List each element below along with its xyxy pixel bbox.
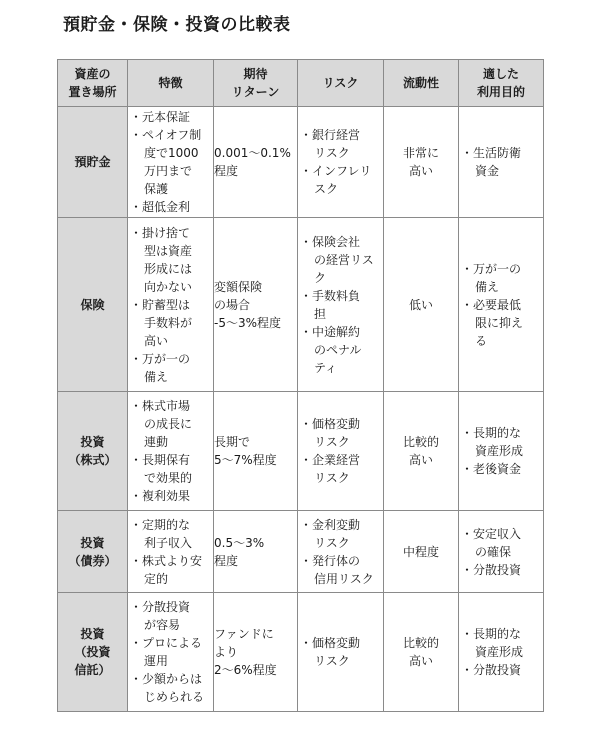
- purpose-item: ・ 長期的な 資産形成: [463, 424, 541, 460]
- risk-cell: [298, 218, 384, 392]
- purpose-cell: [459, 511, 544, 593]
- row-label: 預貯金: [58, 107, 128, 218]
- feature-item: ・ 複利効果: [132, 487, 211, 505]
- return-cell: 長期で 5～7%程度: [214, 392, 298, 511]
- feature-item: ・ 掛け捨て 型は資産 形成には 向かない: [132, 224, 211, 296]
- risk-cell: [298, 107, 384, 218]
- risk-item: ・ 銀行経営 リスク: [302, 126, 381, 162]
- purpose-item: ・ 老後資金: [463, 460, 541, 478]
- risk-cell: [298, 392, 384, 511]
- risk-item: ・ 価格変動 リスク: [302, 634, 381, 670]
- risk-item: ・ 保険会社 の経営リス ク: [302, 233, 381, 287]
- row-label: 投資 （投資 信託）: [58, 593, 128, 712]
- risk-cell: [298, 511, 384, 593]
- table-row: [58, 511, 544, 593]
- liquidity-cell: 比較的 高い: [384, 392, 459, 511]
- purpose-item: ・ 分散投資: [463, 561, 541, 579]
- header-features: 特徴: [128, 60, 214, 107]
- header-expected-return: 期待 リターン: [214, 60, 298, 107]
- purpose-cell: [459, 593, 544, 712]
- header-risk: リスク: [298, 60, 384, 107]
- risk-item: ・ 手数料負 担: [302, 287, 381, 323]
- return-cell: 0.5～3% 程度: [214, 511, 298, 593]
- risk-item: ・ 中途解約 のペナル ティ: [302, 323, 381, 377]
- purpose-cell: [459, 218, 544, 392]
- comparison-table: [57, 59, 544, 712]
- liquidity-cell: 低い: [384, 218, 459, 392]
- risk-item: ・ 価格変動 リスク: [302, 415, 381, 451]
- feature-item: ・ 万が一の 備え: [132, 350, 211, 386]
- risk-item: ・ インフレリ スク: [302, 162, 381, 198]
- risk-item: ・ 金利変動 リスク: [302, 516, 381, 552]
- liquidity-cell: 比較的 高い: [384, 593, 459, 712]
- purpose-item: ・ 万が一の 備え: [463, 260, 541, 296]
- risk-item: ・ 発行体の 信用リスク: [302, 552, 381, 588]
- feature-item: ・ 貯蓄型は 手数料が 高い: [132, 296, 211, 350]
- row-label: 投資 （債券）: [58, 511, 128, 593]
- purpose-item: ・ 分散投資: [463, 661, 541, 679]
- header-purpose: 適した 利用目的: [459, 60, 544, 107]
- row-label: 保険: [58, 218, 128, 392]
- feature-item: ・ 少額からは じめられる: [132, 670, 211, 706]
- risk-cell: [298, 593, 384, 712]
- table-row: [58, 107, 544, 218]
- features-cell: [128, 218, 214, 392]
- liquidity-cell: 中程度: [384, 511, 459, 593]
- feature-item: ・ 株式市場 の成長に 連動: [132, 397, 211, 451]
- features-cell: [128, 107, 214, 218]
- features-cell: [128, 593, 214, 712]
- return-cell: 0.001～0.1% 程度: [214, 107, 298, 218]
- header-location: 資産の 置き場所: [58, 60, 128, 107]
- feature-item: ・ 長期保有 で効果的: [132, 451, 211, 487]
- feature-item: ・ ペイオフ制 度で1000 万円まで 保護: [132, 126, 211, 198]
- feature-item: ・ 株式より安 定的: [132, 552, 211, 588]
- row-label: 投資 （株式）: [58, 392, 128, 511]
- feature-item: ・ 元本保証: [132, 108, 211, 126]
- liquidity-cell: 非常に 高い: [384, 107, 459, 218]
- feature-item: ・ プロによる 運用: [132, 634, 211, 670]
- features-cell: [128, 392, 214, 511]
- purpose-item: ・ 生活防衛 資金: [463, 144, 541, 180]
- features-cell: [128, 511, 214, 593]
- feature-item: ・ 分散投資 が容易: [132, 598, 211, 634]
- page-title: 預貯金・保険・投資の比較表: [63, 15, 291, 35]
- return-cell: 変額保険 の場合 -5～3%程度: [214, 218, 298, 392]
- risk-item: ・ 企業経営 リスク: [302, 451, 381, 487]
- table-row: [58, 218, 544, 392]
- header-liquidity: 流動性: [384, 60, 459, 107]
- purpose-cell: [459, 107, 544, 218]
- purpose-item: ・ 必要最低 限に抑え る: [463, 296, 541, 350]
- header-row: [58, 60, 544, 107]
- purpose-cell: [459, 392, 544, 511]
- table-row: [58, 593, 544, 712]
- purpose-item: ・ 長期的な 資産形成: [463, 625, 541, 661]
- table-row: [58, 392, 544, 511]
- return-cell: ファンドに より 2～6%程度: [214, 593, 298, 712]
- feature-item: ・ 超低金利: [132, 198, 211, 216]
- purpose-item: ・ 安定収入 の確保: [463, 525, 541, 561]
- feature-item: ・ 定期的な 利子収入: [132, 516, 211, 552]
